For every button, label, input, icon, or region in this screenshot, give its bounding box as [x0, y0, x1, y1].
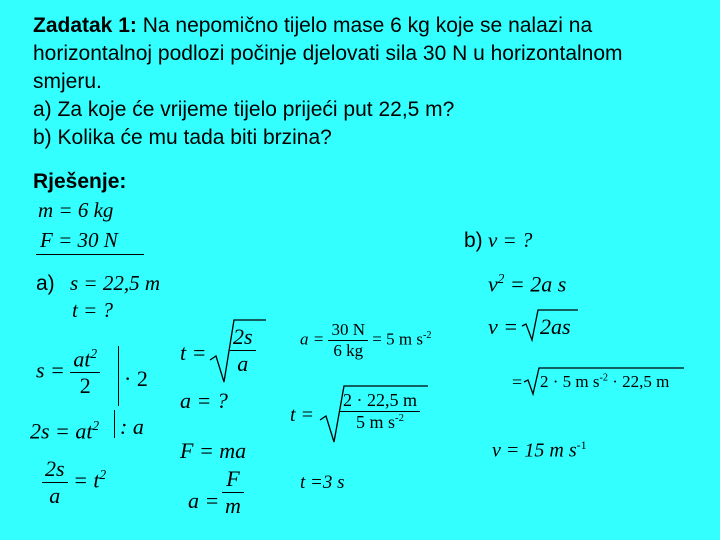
part-a-unknown: t = ? [72, 298, 114, 322]
newton-second-law: F = ma [180, 438, 247, 463]
part-b-unknown: b) v = ? [464, 228, 533, 252]
task-statement [33, 12, 713, 152]
acceleration-formula-fraction: $\frac{F}{m}$ [222, 466, 244, 519]
task-label: Zadatak 1: [33, 14, 137, 37]
task-line-2: horizontalnoj podlozi počinje djelovati sila 30 N u horizontalnom [33, 42, 623, 65]
velocity-result: v = 15 m $s^{-1}$ [492, 438, 587, 462]
equation-rearranged: $2s = at^2$ [30, 418, 100, 444]
velocity-equation: $v^2 = 2a$ s [488, 271, 567, 297]
operation-bar-1 [118, 346, 119, 406]
task-line-3: smjeru. [33, 70, 102, 93]
task-question-b: b) Kolika će mu tada biti brzina? [33, 126, 332, 149]
task-line-1: Zadatak 1: Na nepomično tijelo mase 6 kg koje se nalazi na [33, 14, 593, 37]
givens-divider [36, 254, 144, 255]
equation-t-squared: $\frac{2s}{a}$ = $t^2$ [42, 456, 106, 509]
acceleration-unknown: a = ? [180, 388, 228, 413]
task-question-a: a) Za koje će vrijeme tijelo prijeći put 22,5 m? [33, 98, 455, 121]
time-calculation-lhs: t = [290, 404, 315, 426]
operation-divide-a: : a [120, 414, 144, 439]
operation-multiply-2: · 2 [124, 366, 148, 391]
equation-distance: s = $\frac{at^2}{2}$ [36, 346, 100, 399]
acceleration-calculation: a = $\frac{30 N}{6 kg}$ = 5 m $s^{-2}$ [300, 320, 432, 360]
solution-heading: Rješenje: [33, 170, 127, 193]
given-mass: m = 6 kg [38, 198, 114, 222]
velocity-formula-radicand: 2as [540, 314, 571, 339]
given-force: F = 30 N [40, 228, 118, 252]
operation-bar-2 [114, 410, 115, 438]
time-result: t =3 s [300, 472, 345, 493]
given-distance: s = 22,5 m [70, 271, 161, 295]
part-a-label: a) [36, 272, 55, 295]
equation-distance-fraction: $\frac{at^2}{2}$ [70, 346, 100, 399]
velocity-substitution-eq: = [512, 372, 523, 392]
acceleration-formula-lhs: a = [188, 488, 220, 513]
time-calculation-fraction: $\frac{2 \cdot 22,5 m}{5 m s^{-2}}$ [340, 390, 420, 433]
equation-t-formula-lhs: t = [180, 340, 207, 365]
velocity-formula-lhs: v = [488, 314, 519, 339]
equation-t-formula-fraction: $\frac{2s}{a}$ [230, 324, 256, 377]
velocity-substitution-radicand: 2 · 5 m $s^{-2} \cdot 22,5$ m [540, 372, 670, 391]
